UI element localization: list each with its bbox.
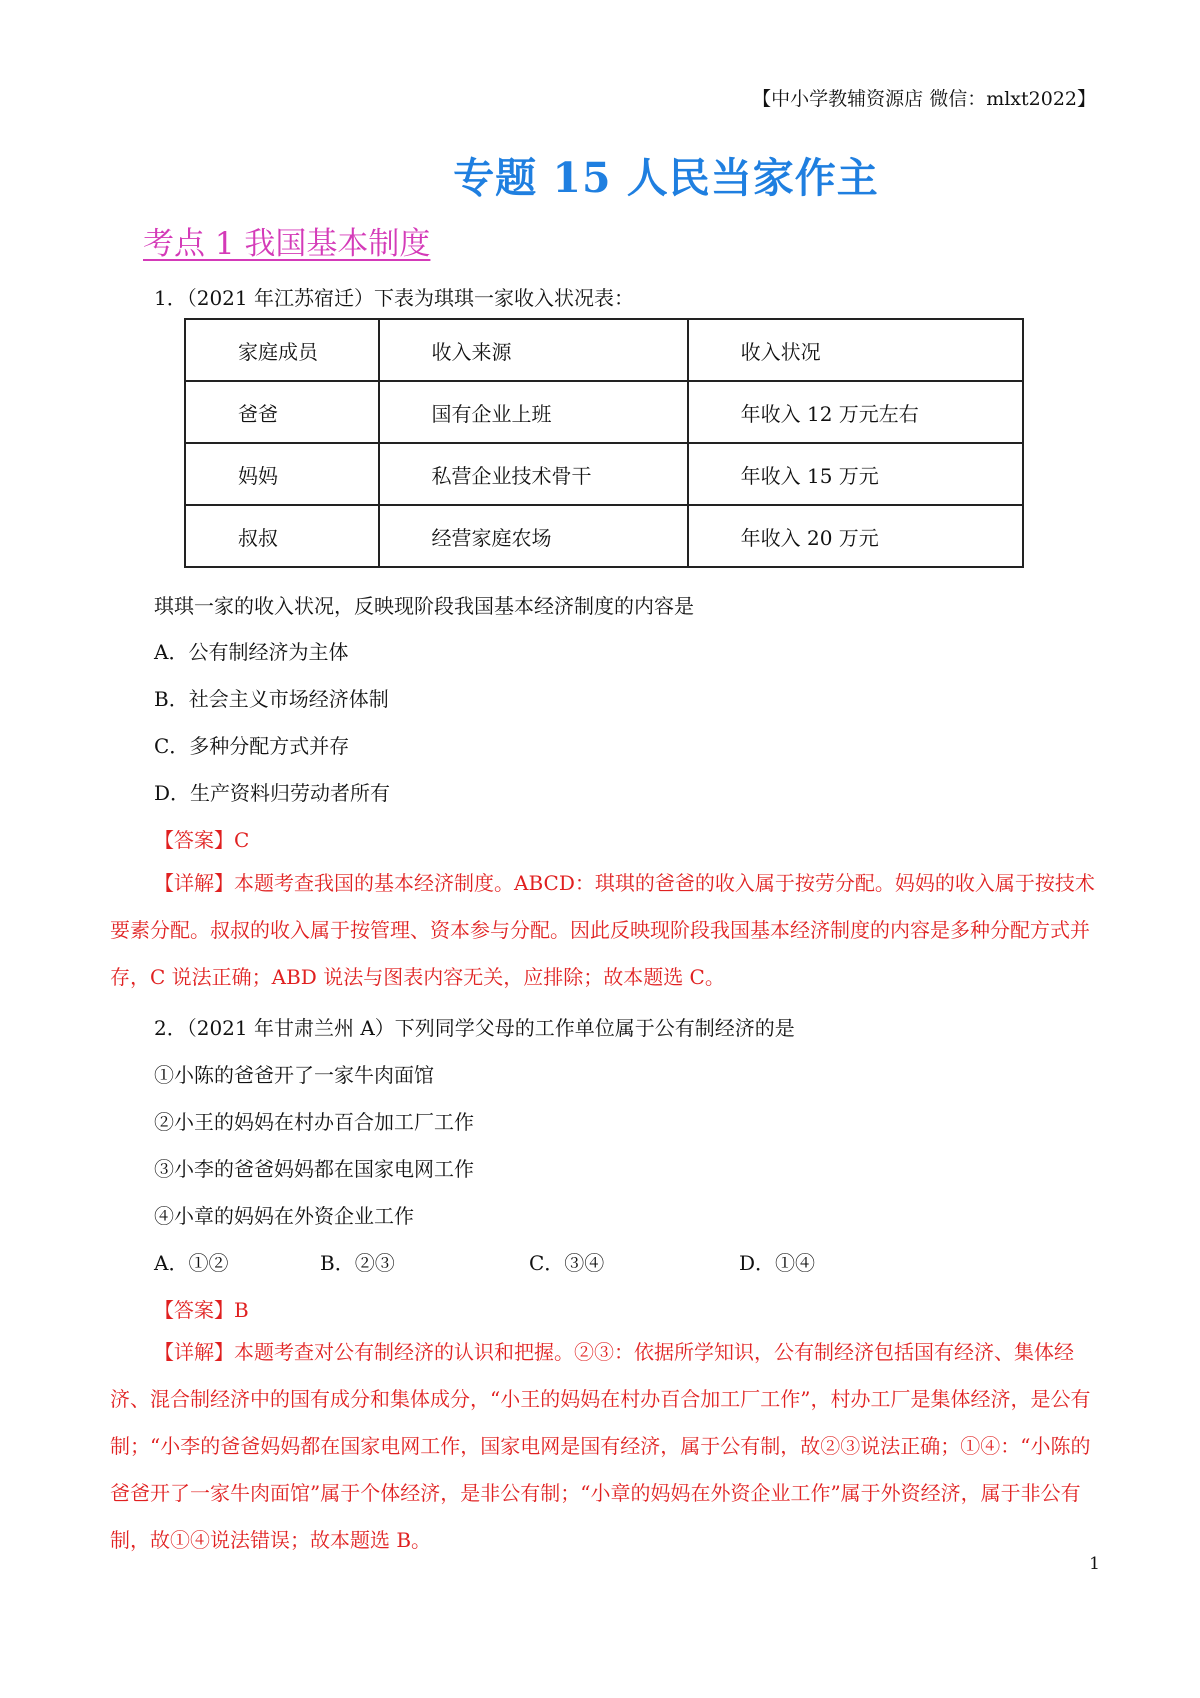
question-1-option-c: C．多种分配方式并存 bbox=[154, 734, 350, 758]
question-2-option-d: D．①④ bbox=[739, 1251, 816, 1275]
table-cell: 爸爸 bbox=[185, 381, 379, 443]
section-title: 考点 1 我国基本制度 bbox=[143, 226, 431, 262]
table-cell: 年收入 12 万元左右 bbox=[688, 381, 1023, 443]
table-header-row bbox=[185, 319, 1023, 381]
question-2-option-a: A．①② bbox=[154, 1251, 229, 1275]
question-2-item-2: ②小王的妈妈在村办百合加工厂工作 bbox=[154, 1110, 474, 1134]
income-table bbox=[184, 318, 1024, 568]
question-1-explanation: 【详解】本题考查我国的基本经济制度。ABCD：琪琪的爸爸的收入属于按劳分配。妈妈的收入属于按技术要素分配。叔叔的收入属于按管理、资本参与分配。因此反映现阶段我国基本经济制度的内容是多种分配方式并存，C 说法正确；ABD 说法与图表内容无关，应排除；故本题选 C。 bbox=[110, 871, 1095, 989]
table-cell: 年收入 20 万元 bbox=[688, 505, 1023, 567]
table-cell: 经营家庭农场 bbox=[379, 505, 688, 567]
question-1-answer: 【答案】C bbox=[154, 828, 250, 852]
question-1-prompt: 琪琪一家的收入状况，反映现阶段我国基本经济制度的内容是 bbox=[154, 594, 694, 618]
question-2-item-3: ③小李的爸爸妈妈都在国家电网工作 bbox=[154, 1157, 474, 1181]
question-2-option-c: C．③④ bbox=[529, 1251, 605, 1275]
question-2-answer: 【答案】B bbox=[154, 1298, 249, 1322]
table-row bbox=[185, 443, 1023, 505]
table-header-cell: 收入状况 bbox=[688, 319, 1023, 381]
table-header-cell: 家庭成员 bbox=[185, 319, 379, 381]
table-cell: 妈妈 bbox=[185, 443, 379, 505]
question-2-stem: 2．（2021 年甘肃兰州 A）下列同学父母的工作单位属于公有制经济的是 bbox=[154, 1016, 795, 1040]
page-title: 专题 15 人民当家作主 bbox=[453, 154, 879, 202]
question-2-option-b: B．②③ bbox=[320, 1251, 395, 1275]
table-cell: 年收入 15 万元 bbox=[688, 443, 1023, 505]
question-2-item-4: ④小章的妈妈在外资企业工作 bbox=[154, 1204, 414, 1228]
question-1-stem: 1．（2021 年江苏宿迁）下表为琪琪一家收入状况表： bbox=[154, 286, 634, 310]
question-1-option-d: D．生产资料归劳动者所有 bbox=[154, 781, 391, 805]
table-row bbox=[185, 381, 1023, 443]
table-cell: 国有企业上班 bbox=[379, 381, 688, 443]
question-1-option-a: A．公有制经济为主体 bbox=[154, 640, 349, 664]
question-1-option-b: B．社会主义市场经济体制 bbox=[154, 687, 389, 711]
table-row bbox=[185, 505, 1023, 567]
table-cell: 私营企业技术骨干 bbox=[379, 443, 688, 505]
table-header-cell: 收入来源 bbox=[379, 319, 688, 381]
page-number: 1 bbox=[1089, 1554, 1100, 1574]
table-cell: 叔叔 bbox=[185, 505, 379, 567]
header-note: 【中小学教辅资源店 微信：mlxt2022】 bbox=[752, 88, 1096, 110]
question-2-item-1: ①小陈的爸爸开了一家牛肉面馆 bbox=[154, 1063, 434, 1087]
question-2-explanation: 【详解】本题考查对公有制经济的认识和把握。②③：依据所学知识，公有制经济包括国有经济、集体经济、混合制经济中的国有成分和集体成分，“小王的妈妈在村办百合加工厂工作”，村办工厂是集体经济，是公有制；“小李的爸爸妈妈都在国家电网工作，国家电网是国有经济，属于公有制，故②③说法正确；①④：“小陈的爸爸开了一家牛肉面馆”属于个体经济，是非公有制；“小章的妈妈在外资企业工作”属于外资经济，属于非公有制，故①④说法错误；故本题选 B。 bbox=[110, 1340, 1091, 1552]
